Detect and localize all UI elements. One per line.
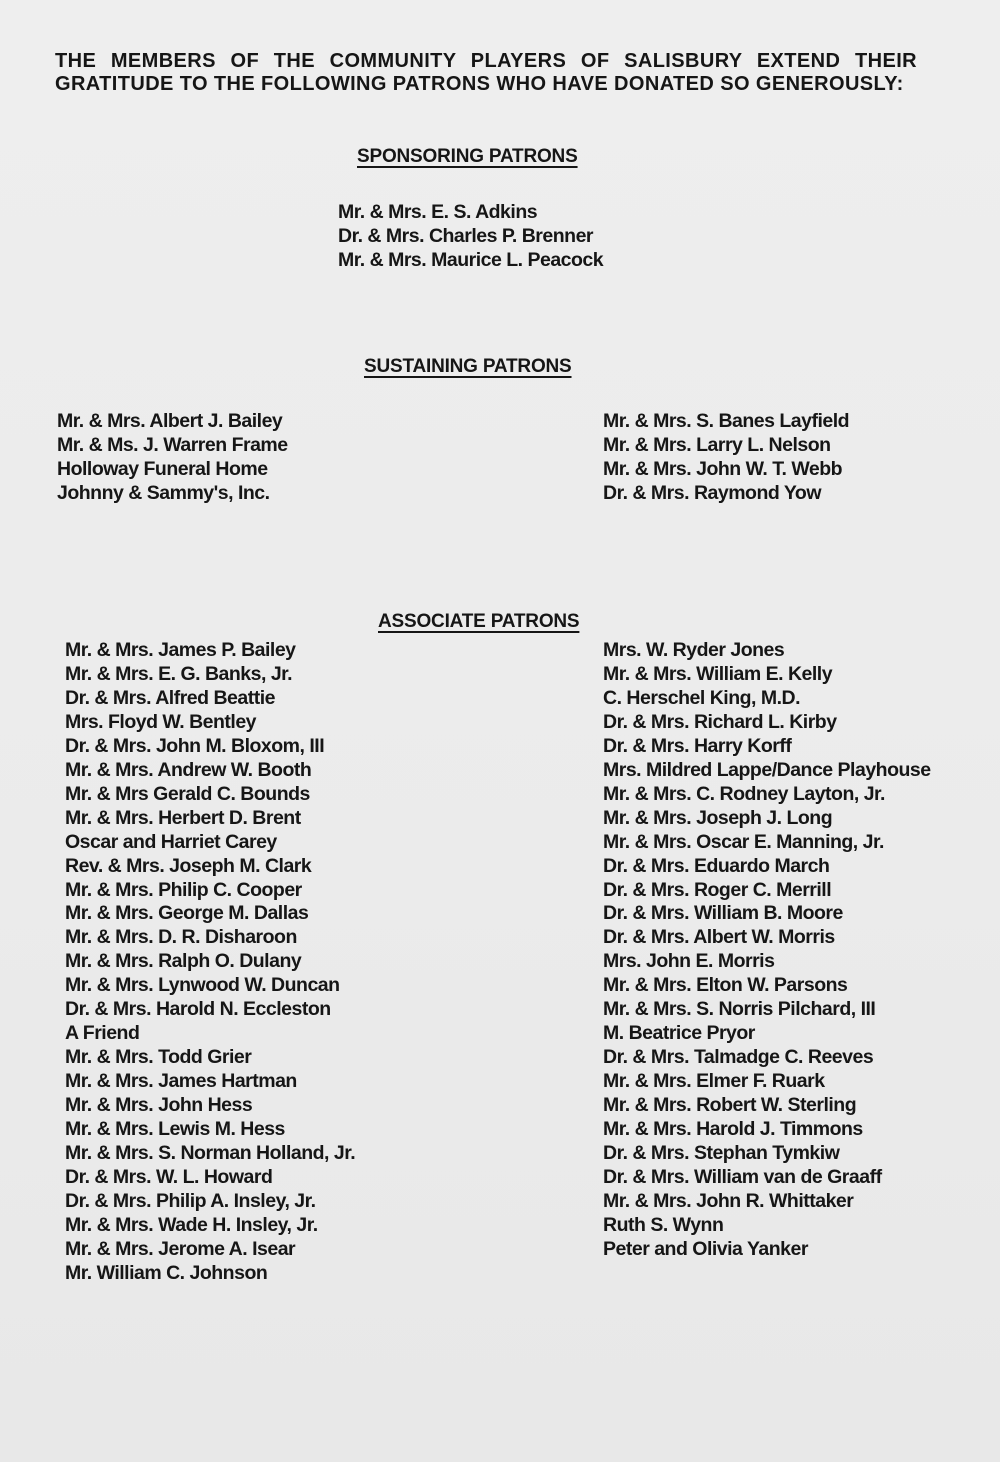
patron-name: Dr. & Mrs. William B. Moore [603,902,843,925]
patron-name: Mr. & Mrs. Albert J. Bailey [57,410,283,432]
patron-name: Mr. & Mrs Gerald C. Bounds [65,782,310,805]
patron-name: Mr. & Mrs. Andrew W. Booth [65,758,312,781]
patron-name: A Friend [65,1022,140,1045]
patron-name: Mr. & Mrs. Elton W. Parsons [603,974,848,997]
patron-name: Mr. & Mrs. Maurice L. Peacock [338,249,604,271]
patron-name: C. Herschel King, M.D. [603,686,801,709]
patron-name: Mr. & Mrs. Robert W. Sterling [603,1094,857,1117]
patron-name: Johnny & Sammy's, Inc. [57,482,270,504]
patron-name: Mr. & Mrs. Ralph O. Dulany [65,950,302,973]
patron-name: Mr. & Mrs. E. G. Banks, Jr. [65,662,293,685]
patron-name: Mr. & Mrs. Oscar E. Manning, Jr. [603,830,884,853]
patron-name: Mrs. John E. Morris [603,950,775,973]
patron-name: Mr. & Mrs. S. Banes Layfield [603,410,850,432]
patron-name: Dr. & Mrs. Philip A. Insley, Jr. [65,1189,316,1212]
patron-name: Dr. & Mrs. Richard L. Kirby [603,710,837,733]
patron-name: Dr. & Mrs. Raymond Yow [603,482,821,504]
patron-name: Dr. & Mrs. Stephan Tymkiw [603,1142,840,1165]
patron-name: Mr. William C. Johnson [65,1261,268,1284]
sustaining-patrons-heading: SUSTAINING PATRONS [364,356,572,377]
patron-name: Mrs. W. Ryder Jones [603,639,785,661]
patron-name: Mr. & Mrs. Wade H. Insley, Jr. [65,1213,318,1236]
sponsoring-patrons-heading: SPONSORING PATRONS [357,146,578,167]
patron-name: Mr. & Mrs. Harold J. Timmons [603,1118,863,1141]
patron-name: Mrs. Floyd W. Bentley [65,710,257,733]
intro-text: THE MEMBERS OF THE COMMUNITY PLAYERS OF SALISBURY EXTEND THEIR GRATITUDE TO THE FOLLOWING PATRONS WHO HAVE DONATED SO GENEROUSLY: [55,50,917,95]
patron-name: Mr. & Mrs. D. R. Disharoon [65,926,297,949]
sustaining-patrons-left-column [57,409,288,505]
patron-name: Mr. & Mrs. S. Norris Pilchard, III [603,998,876,1021]
patron-name: Mr. & Mrs. William E. Kelly [603,662,833,685]
patron-name: Holloway Funeral Home [57,458,268,480]
patron-name: Mr. & Mrs. C. Rodney Layton, Jr. [603,782,885,805]
patron-name: Mr. & Mrs. George M. Dallas [65,902,309,925]
patron-name: Dr. & Mrs. W. L. Howard [65,1165,273,1188]
patron-name: Oscar and Harriet Carey [65,830,277,853]
patron-name: Dr. & Mrs. Charles P. Brenner [338,225,593,247]
patron-name: Mr. & Mrs. Herbert D. Brent [65,806,301,829]
patron-name: Mrs. Mildred Lappe/Dance Playhouse [603,758,931,781]
patron-name: Mr. & Mrs. John R. Whittaker [603,1189,854,1212]
patron-name: Dr. & Mrs. Alfred Beattie [65,686,275,709]
associate-patrons-right-column [603,639,931,1262]
patron-name: Dr. & Mrs. Roger C. Merrill [603,878,832,901]
patron-name: Mr. & Mrs. Larry L. Nelson [603,434,831,456]
associate-patrons-heading: ASSOCIATE PATRONS [378,611,580,632]
patron-name: Dr. & Mrs. Harold N. Eccleston [65,998,331,1021]
patron-name: Dr. & Mrs. William van de Graaff [603,1165,882,1188]
patron-name: Mr. & Mrs. Lynwood W. Duncan [65,974,340,997]
patron-name: Dr. & Mrs. John M. Bloxom, III [65,734,325,757]
patron-name: Dr. & Mrs. Eduardo March [603,854,830,877]
patron-name: Mr. & Mrs. Lewis M. Hess [65,1118,285,1141]
patron-name: Dr. & Mrs. Talmadge C. Reeves [603,1046,874,1069]
associate-patrons-left-column [65,639,355,1286]
patron-name: Dr. & Mrs. Harry Korff [603,734,792,757]
patron-name: Mr. & Mrs. Todd Grier [65,1046,252,1069]
patron-name: M. Beatrice Pryor [603,1022,755,1045]
patron-name: Mr. & Mrs. John W. T. Webb [603,458,843,480]
patron-name: Ruth S. Wynn [603,1213,724,1236]
patron-name: Mr. & Mrs. S. Norman Holland, Jr. [65,1142,356,1165]
patron-name: Dr. & Mrs. Albert W. Morris [603,926,835,949]
patron-name: Mr. & Mrs. James Hartman [65,1070,297,1093]
sponsoring-patrons-list [338,200,603,272]
patron-name: Mr. & Ms. J. Warren Frame [57,434,288,456]
patron-name: Mr. & Mrs. Philip C. Cooper [65,878,302,901]
patron-name: Mr. & Mrs. Jerome A. Isear [65,1237,296,1260]
patron-name: Mr. & Mrs. John Hess [65,1094,253,1117]
patron-name: Peter and Olivia Yanker [603,1237,808,1260]
patron-name: Mr. & Mrs. E. S. Adkins [338,201,538,223]
patron-name: Rev. & Mrs. Joseph M. Clark [65,854,312,877]
sustaining-patrons-right-column [603,409,849,505]
patron-name: Mr. & Mrs. James P. Bailey [65,639,296,661]
patron-name: Mr. & Mrs. Joseph J. Long [603,806,833,829]
patron-name: Mr. & Mrs. Elmer F. Ruark [603,1070,825,1093]
